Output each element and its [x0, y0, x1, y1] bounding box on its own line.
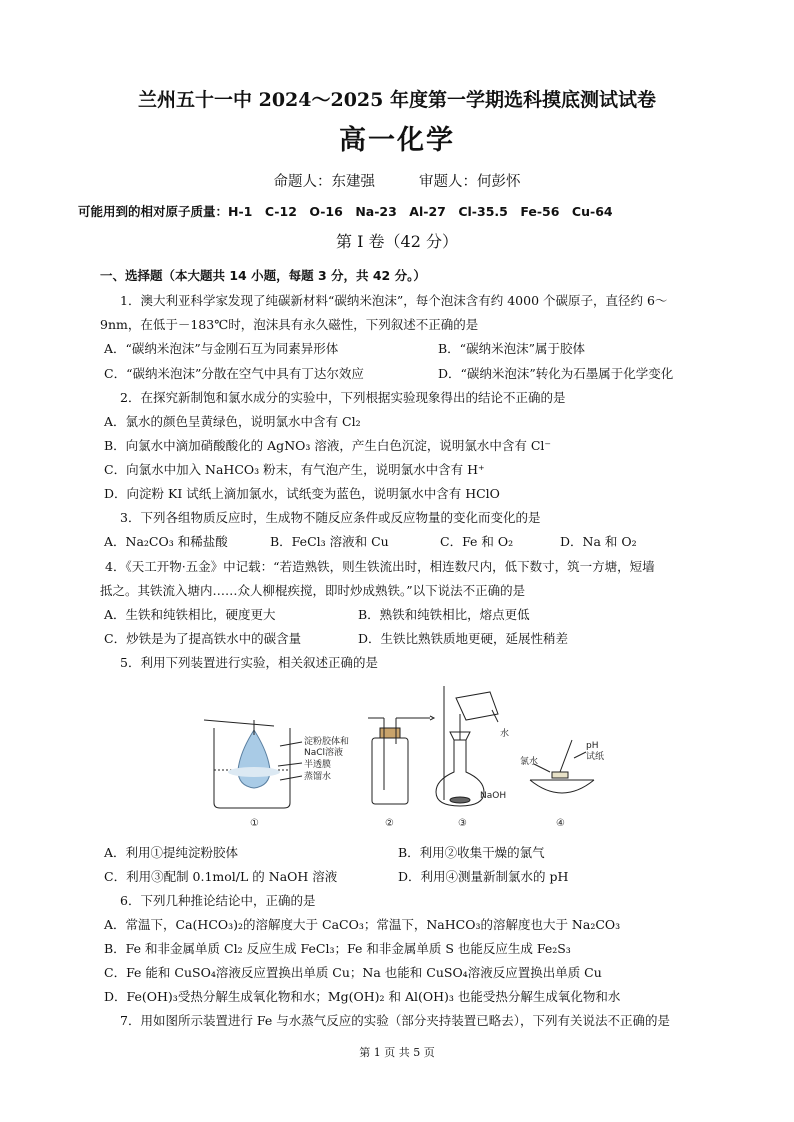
exam-title: 兰州五十一中 2024～2025 年度第一学期选科摸底测试试卷 [138, 89, 656, 111]
q6-option-b: B．Fe 和非金属单质 Cl₂ 反应生成 FeCl₃；Fe 和非金属单质 S 也能反应生成 Fe₂S₃ [104, 941, 571, 956]
q1-stem-line2: 9nm，在低于－183℃时，泡沫具有永久磁性，下列叙述不正确的是 [100, 317, 479, 332]
q6-stem: 6．下列几种推论结论中，正确的是 [120, 893, 316, 908]
q4-option-d: D．生铁比熟铁质地更硬，延展性稍差 [358, 631, 569, 646]
q2-option-b: B．向氯水中滴加硝酸酸化的 AgNO₃ 溶液，产生白色沉淀，说明氯水中含有 Cl⁻ [104, 438, 551, 453]
apparatus-3-volumetric-flask [436, 686, 498, 806]
reviewer: 审题人：何彭怀 [419, 174, 521, 190]
q5-option-b: B．利用②收集干燥的氯气 [398, 845, 545, 860]
q2-option-c: C．向氯水中加入 NaHCO₃ 粉末，有气泡产生，说明氯水中含有 H⁺ [104, 462, 485, 477]
subject-title: 高一化学 [339, 125, 455, 156]
q5-option-a: A．利用①提纯淀粉胶体 [104, 845, 239, 860]
q2-option-d: D．向淀粉 KI 试纸上滴加氯水，试纸变为蓝色，说明氯水中含有 HClO [104, 486, 500, 501]
fig-num-4: ④ [556, 818, 565, 829]
fig-label-starch: 淀粉胶体和 [304, 737, 350, 747]
fig-label-naoh: NaOH [480, 791, 507, 801]
fig-label-membrane: 半透膜 [304, 760, 332, 770]
apparatus-4-ph-test [530, 740, 594, 793]
volume-heading: 第 I 卷（42 分） [336, 232, 458, 251]
q5-apparatus-figure [200, 680, 630, 830]
page-footer: 第 1 页 共 5 页 [359, 1046, 435, 1059]
q5-option-c: C．利用③配制 0.1mol/L 的 NaOH 溶液 [104, 869, 338, 884]
fig-label-ph: pH [586, 741, 599, 751]
q3-option-c: C．Fe 和 O₂ [440, 534, 514, 549]
q4-option-b: B．熟铁和纯铁相比，熔点更低 [358, 607, 530, 622]
fig-label-water-3: 水 [500, 729, 510, 739]
q1-option-b: B．“碳纳米泡沫”属于胶体 [438, 341, 585, 356]
q2-stem: 2．在探究新制饱和氯水成分的实验中，下列根据实验现象得出的结论不正确的是 [120, 390, 566, 405]
atomic-masses: 可能用到的相对原子质量：H-1 C-12 O-16 Na-23 Al-27 Cl-35.5 Fe-56 Cu-64 [78, 204, 613, 219]
authors-line [0, 173, 794, 191]
q3-option-b: B．FeCl₃ 溶液和 Cu [270, 534, 389, 549]
q1-option-a: A．“碳纳米泡沫”与金刚石互为同素异形体 [104, 341, 339, 356]
q5-option-d: D．利用④测量新制氯水的 pH [398, 869, 569, 884]
q4-option-c: C．炒铁是为了提高铁水中的碳含量 [104, 631, 302, 646]
section-heading: 一、选择题（本大题共 14 小题，每题 3 分，共 42 分。） [100, 268, 426, 283]
apparatus-2-gas-bottle [368, 716, 434, 804]
apparatus-1-dialysis [204, 720, 302, 808]
fig-label-nacl: NaCl溶液 [304, 748, 344, 758]
q1-stem-line1: 1．澳大利亚科学家发现了纯碳新材料“碳纳米泡沫”，每个泡沫含有约 4000 个碳原子，直径约 6～ [120, 293, 668, 308]
fig-label-water: 蒸馏水 [304, 772, 332, 782]
q7-stem: 7．用如图所示装置进行 Fe 与水蒸气反应的实验（部分夹持装置已略去），下列有关说法不正确的是 [120, 1013, 671, 1028]
q1-option-c: C．“碳纳米泡沫”分散在空气中具有丁达尔效应 [104, 366, 364, 381]
fig-num-3: ③ [458, 818, 467, 829]
q5-stem: 5．利用下列装置进行实验，相关叙述正确的是 [120, 655, 378, 670]
q4-stem-line2: 抵之。其铁流入塘内……众人柳棍疾搅，即时炒成熟铁。”以下说法不正确的是 [100, 583, 526, 598]
q6-option-a: A．常温下，Ca(HCO₃)₂的溶解度大于 CaCO₃；常温下，NaHCO₃的溶解度也大于 Na₂CO₃ [104, 917, 621, 932]
q3-stem: 3．下列各组物质反应时，生成物不随反应条件或反应物量的变化而变化的是 [120, 510, 541, 525]
fig-num-1: ① [250, 818, 259, 829]
fig-label-chlorine-water: 氯水 [520, 757, 539, 767]
q4-stem-line1: 4．《天工开物·五金》中记载：“若造熟铁，则生铁流出时，相连数尺内，低下数寸，筑一方塘，短墙 [105, 559, 655, 574]
q4-option-a: A．生铁和纯铁相比，硬度更大 [104, 607, 276, 622]
q6-option-d: D．Fe(OH)₃受热分解生成氧化物和水；Mg(OH)₂ 和 Al(OH)₃ 也能受热分解生成氧化物和水 [104, 989, 621, 1004]
q1-option-d: D．“碳纳米泡沫”转化为石墨属于化学变化 [438, 366, 674, 381]
q3-option-a: A．Na₂CO₃ 和稀盐酸 [104, 534, 228, 549]
q6-option-c: C．Fe 能和 CuSO₄溶液反应置换出单质 Cu；Na 也能和 CuSO₄溶液反应置换出单质 Cu [104, 965, 602, 980]
fig-num-2: ② [385, 818, 394, 829]
q3-option-d: D．Na 和 O₂ [560, 534, 637, 549]
fig-label-test-paper: 试纸 [586, 752, 605, 762]
q2-option-a: A．氯水的颜色呈黄绿色，说明氯水中含有 Cl₂ [104, 414, 361, 429]
setter: 命题人：东建强 [273, 174, 375, 190]
